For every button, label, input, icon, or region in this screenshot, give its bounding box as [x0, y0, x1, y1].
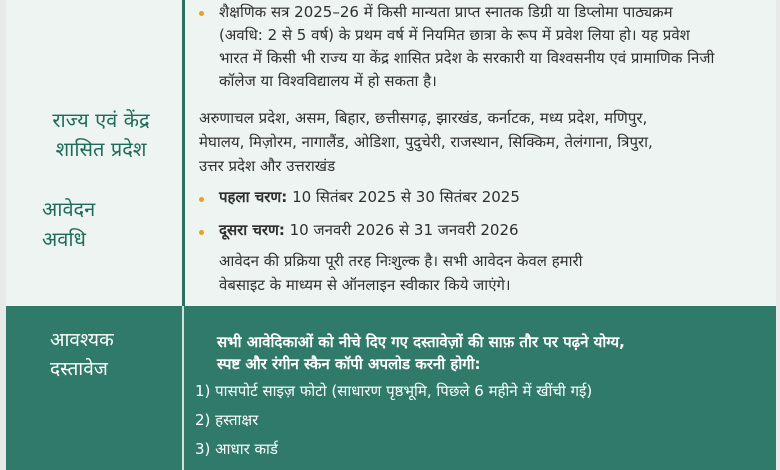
- column-divider: [182, 0, 185, 306]
- documents-intro-line-1: सभी आवेदिकाओं को नीचे दिए गए दस्तावेज़ों की साफ़ तौर पर पढ़ने योग्य,: [217, 333, 625, 351]
- bullet-icon: [199, 197, 204, 202]
- eligibility-line-2: (अवधि: 2 से 5 वर्ष) के प्रथम वर्ष में नियमित छात्रा के रूप में प्रवेश लिया हो। यह प्रवेश: [219, 26, 690, 44]
- states-line-3: उत्तर प्रदेश और उत्तराखंड: [199, 157, 336, 175]
- states-label-line-1: राज्य एवं केंद्र: [52, 108, 150, 132]
- phase-2-dates: 10 जनवरी 2026 से 31 जनवरी 2026: [289, 221, 519, 239]
- phase-1-label: पहला चरण:: [219, 188, 288, 206]
- period-note-line-2: वेबसाइट के माध्यम से ऑनलाइन स्वीकार किये जाएंगे।: [219, 276, 511, 294]
- eligibility-line-3: भारत में किसी भी राज्य या केंद्र शासित प्रदेश के सरकारी या विश्वसनीय एवं प्रामाणिक निजी: [219, 49, 715, 67]
- documents-label-line-1: आवश्यक: [50, 329, 114, 351]
- documents-label-line-2: दस्तावेज: [50, 358, 108, 380]
- period-label-line-2: अवधि: [42, 227, 86, 251]
- page-edge-right: [776, 0, 780, 470]
- states-line-1: अरुणाचल प्रदेश, असम, बिहार, छत्तीसगढ़, झारखंड, कर्नाटक, मध्य प्रदेश, मणिपुर,: [199, 109, 648, 127]
- states-label-line-2: शासित प्रदेश: [55, 137, 147, 161]
- documents-column-divider: [182, 306, 184, 470]
- document-item-2: 2) हस्ताक्षर: [195, 411, 259, 429]
- states-line-2: मेघालय, मिज़ोरम, नागालैंड, ओडिशा, पुदुचेरी, राजस्थान, सिक्किम, तेलंगाना, त्रिपुरा,: [199, 133, 653, 151]
- documents-intro-line-2: स्पष्ट और रंगीन स्कैन कॉपी अपलोड करनी होगी:: [217, 355, 481, 373]
- period-label-line-1: आवेदन: [42, 197, 96, 221]
- eligibility-line-1: शैक्षणिक सत्र 2025–26 में किसी मान्यता प्राप्त स्नातक डिग्री या डिप्लोमा पाठ्यक्रम: [219, 3, 673, 21]
- period-note-line-1: आवेदन की प्रक्रिया पूरी तरह निःशुल्क है। सभी आवेदन केवल हमारी: [219, 252, 583, 270]
- period-label: [42, 194, 132, 254]
- phase-2-label: दूसरा चरण:: [219, 221, 285, 239]
- page-edge-left: [0, 0, 6, 470]
- document-item-1: 1) पासपोर्ट साइज़ फोटो (साधारण पृष्ठभूमि, पिछले 6 महीने में खींची गई): [195, 382, 593, 400]
- document-item-3: 3) आधार कार्ड: [195, 440, 278, 458]
- documents-label: [50, 326, 140, 384]
- phase-1-row: [219, 186, 520, 208]
- states-label: [26, 106, 176, 164]
- bullet-icon: [199, 11, 204, 16]
- phase-1-dates: 10 सितंबर 2025 से 30 सितंबर 2025: [292, 188, 520, 206]
- eligibility-line-4: कॉलेज या विश्वविद्यालय में हो सकता है।: [219, 72, 437, 90]
- phase-2-row: [219, 219, 519, 241]
- bullet-icon: [199, 230, 204, 235]
